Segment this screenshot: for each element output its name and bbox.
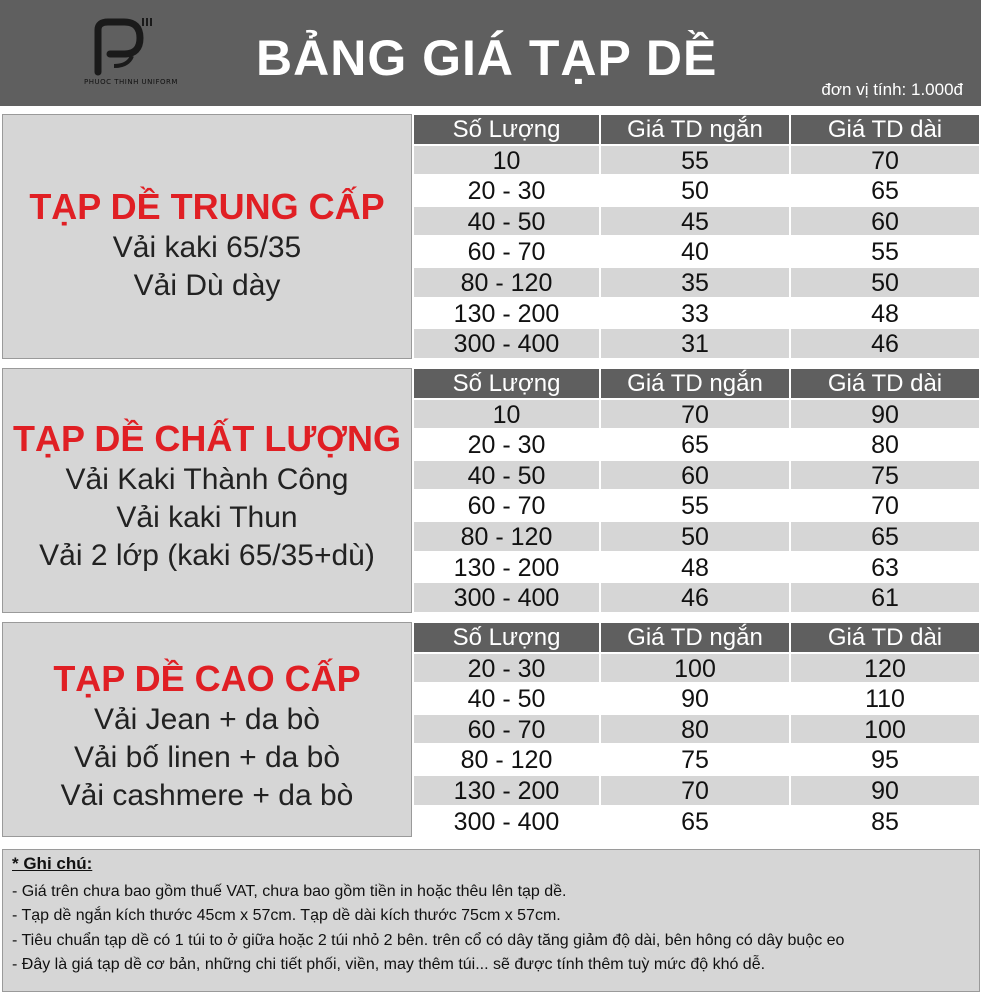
short-price-cell: 70: [601, 400, 789, 429]
short-price-cell: 60: [601, 461, 789, 490]
long-price-cell: 65: [791, 522, 979, 551]
short-price-cell: 55: [601, 146, 789, 175]
long-price-cell: 90: [791, 776, 979, 805]
quantity-cell: 80 - 120: [414, 522, 599, 551]
section-cao-cap: [0, 622, 981, 837]
table-row: [414, 206, 981, 237]
short-price-cell: 50: [601, 176, 789, 205]
material-item: Vải 2 lớp (kaki 65/35+dù): [39, 539, 375, 572]
short-price-cell: 50: [601, 522, 789, 551]
table-row: [414, 806, 981, 837]
unit-note: đơn vị tính: 1.000đ: [821, 80, 963, 99]
quantity-cell: 130 - 200: [414, 553, 599, 582]
section-chat-luong: [0, 368, 981, 613]
header-long-price: Giá TD dài: [791, 115, 979, 144]
note-line: - Giá trên chưa bao gồm thuế VAT, chưa bao gồm tiền in hoặc thêu lên tạp dề.: [12, 883, 567, 900]
header-short-price: Giá TD ngắn: [601, 623, 789, 652]
header-long-price: Giá TD dài: [791, 369, 979, 398]
long-price-cell: 65: [791, 176, 979, 205]
short-price-cell: 45: [601, 207, 789, 236]
table-row: [414, 744, 981, 775]
short-price-cell: 70: [601, 776, 789, 805]
notes-title: * Ghi chú:: [12, 854, 93, 873]
short-price-cell: 46: [601, 583, 789, 612]
long-price-cell: 61: [791, 583, 979, 612]
table-row: [414, 236, 981, 267]
quantity-cell: 40 - 50: [414, 684, 599, 713]
table-row: [414, 460, 981, 491]
price-table: [414, 114, 981, 359]
short-price-cell: 80: [601, 715, 789, 744]
long-price-cell: 95: [791, 745, 979, 774]
long-price-cell: 70: [791, 146, 979, 175]
short-price-cell: 48: [601, 553, 789, 582]
table-row: [414, 145, 981, 176]
quantity-cell: 20 - 30: [414, 654, 599, 683]
note-line: - Đây là giá tạp dề cơ bản, những chi tiết phối, viền, may thêm túi... sẽ được tính thêm tuỳ mức độ khó dễ.: [12, 956, 766, 973]
page-title: BẢNG GIÁ TẠP DỀ: [256, 30, 718, 86]
short-price-cell: 90: [601, 684, 789, 713]
table-row: [414, 298, 981, 329]
price-table: [414, 622, 981, 836]
section-trung-cap: [0, 114, 981, 359]
table-row: [414, 490, 981, 521]
table-row: [414, 429, 981, 460]
page-header: [0, 0, 981, 106]
brand-logo: [84, 16, 184, 92]
section-info-panel: [2, 114, 412, 359]
short-price-cell: 31: [601, 329, 789, 358]
material-item: Vải Kaki Thành Công: [65, 463, 349, 496]
long-price-cell: 70: [791, 491, 979, 520]
section-name: TẠP DỀ CAO CẤP: [53, 658, 361, 699]
section-name: TẠP DỀ TRUNG CẤP: [29, 186, 385, 227]
quantity-cell: 40 - 50: [414, 207, 599, 236]
table-row: [414, 175, 981, 206]
quantity-cell: 80 - 120: [414, 268, 599, 297]
table-row: [414, 683, 981, 714]
section-info-panel: [2, 368, 412, 613]
quantity-cell: 80 - 120: [414, 745, 599, 774]
quantity-cell: 130 - 200: [414, 299, 599, 328]
short-price-cell: 33: [601, 299, 789, 328]
long-price-cell: 46: [791, 329, 979, 358]
quantity-cell: 40 - 50: [414, 461, 599, 490]
long-price-cell: 50: [791, 268, 979, 297]
header-quantity: Số Lượng: [414, 623, 599, 652]
long-price-cell: 75: [791, 461, 979, 490]
table-row: [414, 653, 981, 684]
material-item: Vải bố linen + da bò: [73, 741, 341, 774]
header-long-price: Giá TD dài: [791, 623, 979, 652]
short-price-cell: 75: [601, 745, 789, 774]
material-item: Vải Jean + da bò: [93, 703, 320, 736]
header-quantity: Số Lượng: [414, 369, 599, 398]
short-price-cell: 55: [601, 491, 789, 520]
long-price-cell: 110: [791, 684, 979, 713]
section-name: TẠP DỀ CHẤT LƯỢNG: [13, 418, 401, 459]
table-row: [414, 267, 981, 298]
table-header-row: [414, 368, 981, 399]
price-table: [414, 368, 981, 613]
quantity-cell: 20 - 30: [414, 430, 599, 459]
material-item: Vải cashmere + da bò: [60, 779, 354, 812]
quantity-cell: 300 - 400: [414, 807, 599, 836]
short-price-cell: 35: [601, 268, 789, 297]
table-row: [414, 399, 981, 430]
note-line: - Tạp dề ngắn kích thước 45cm x 57cm. Tạp dề dài kích thước 75cm x 57cm.: [12, 907, 561, 924]
table-header-row: [414, 114, 981, 145]
table-row: [414, 714, 981, 745]
long-price-cell: 60: [791, 207, 979, 236]
material-item: Vải kaki Thun: [116, 501, 298, 534]
table-row: [414, 775, 981, 806]
quantity-cell: 10: [414, 146, 599, 175]
header-short-price: Giá TD ngắn: [601, 115, 789, 144]
short-price-cell: 40: [601, 237, 789, 266]
quantity-cell: 20 - 30: [414, 176, 599, 205]
quantity-cell: 10: [414, 400, 599, 429]
long-price-cell: 63: [791, 553, 979, 582]
long-price-cell: 85: [791, 807, 979, 836]
note-line: - Tiêu chuẩn tạp dề có 1 túi to ở giữa hoặc 2 túi nhỏ 2 bên. trên cổ có dây tăng giảm độ dài, bên hông có dây buộc eo: [12, 932, 845, 949]
table-row: [414, 521, 981, 552]
notes-panel: [2, 849, 980, 992]
short-price-cell: 100: [601, 654, 789, 683]
material-item: Vải Dù dày: [133, 269, 281, 302]
long-price-cell: 120: [791, 654, 979, 683]
table-row: [414, 552, 981, 583]
material-item: Vải kaki 65/35: [112, 231, 302, 264]
long-price-cell: 90: [791, 400, 979, 429]
quantity-cell: 300 - 400: [414, 583, 599, 612]
header-short-price: Giá TD ngắn: [601, 369, 789, 398]
table-row: [414, 328, 981, 359]
header-quantity: Số Lượng: [414, 115, 599, 144]
short-price-cell: 65: [601, 430, 789, 459]
quantity-cell: 60 - 70: [414, 491, 599, 520]
quantity-cell: 130 - 200: [414, 776, 599, 805]
table-row: [414, 582, 981, 613]
quantity-cell: 60 - 70: [414, 237, 599, 266]
quantity-cell: 300 - 400: [414, 329, 599, 358]
logo-text: PHUOC THINH UNIFORM: [84, 78, 178, 86]
long-price-cell: 100: [791, 715, 979, 744]
table-header-row: [414, 622, 981, 653]
short-price-cell: 65: [601, 807, 789, 836]
long-price-cell: 48: [791, 299, 979, 328]
long-price-cell: 80: [791, 430, 979, 459]
logo-p-icon: [84, 16, 184, 78]
quantity-cell: 60 - 70: [414, 715, 599, 744]
long-price-cell: 55: [791, 237, 979, 266]
section-info-panel: [2, 622, 412, 837]
